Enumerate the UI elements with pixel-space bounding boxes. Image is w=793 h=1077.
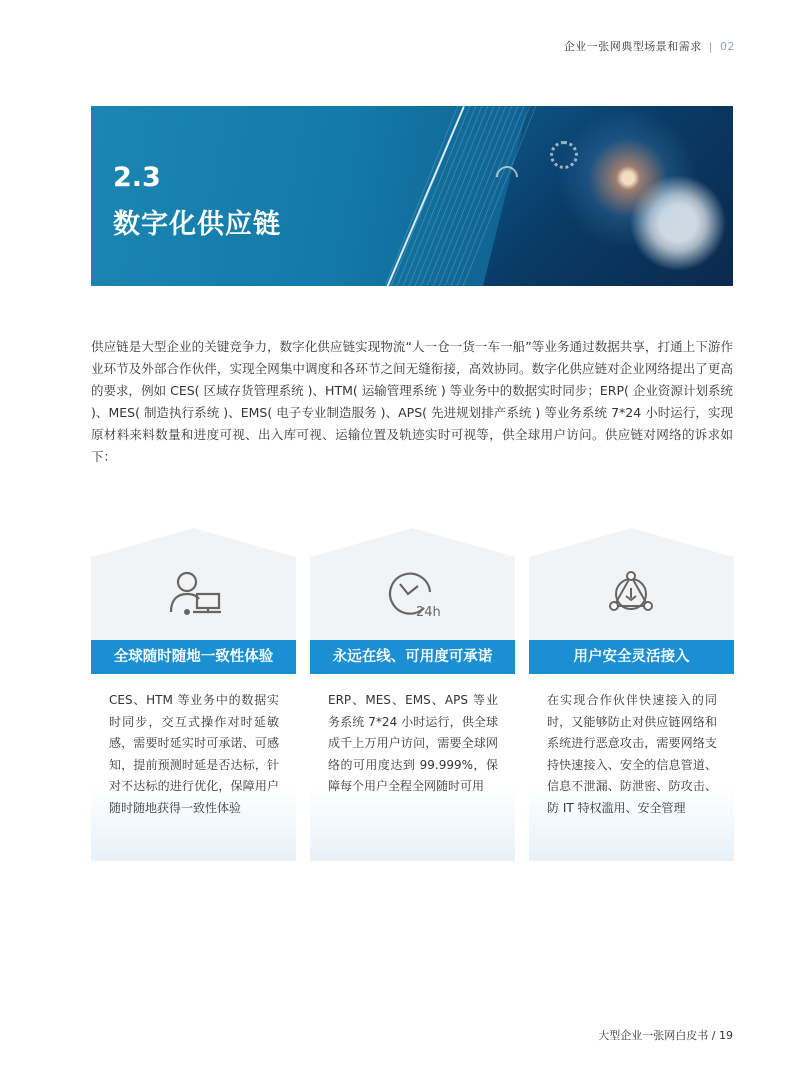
- card-body: [310, 674, 515, 861]
- user-computer-icon: [163, 568, 223, 618]
- card-title: 全球随时随地一致性体验: [91, 640, 296, 674]
- card-header-bg: [91, 528, 296, 640]
- section-banner: [91, 106, 733, 286]
- card-text: ERP、MES、EMS、APS 等业务系统 7*24 小时运行，供全球成千上万用户访问，需要全球网络的可用度达到 99.999%，保障每个用户全程全网随时可用: [328, 693, 498, 793]
- card-text: CES、HTM 等业务中的数据实时同步，交互式操作对时延敏感，需要时延实时可承诺、可感知，提前预测时延是否达标，针对不达标的进行优化，保障用户随时随地获得一致性体验: [109, 693, 279, 815]
- card-title: 永远在线、可用度可承诺: [310, 640, 515, 674]
- gear-icon: [550, 141, 578, 169]
- footer-separator: /: [711, 1029, 716, 1042]
- chapter-title: 企业一张网典型场景和需求: [563, 40, 702, 53]
- network-triangle-icon: [601, 568, 661, 618]
- card-body: [91, 674, 296, 861]
- svg-text:24h: 24h: [416, 605, 441, 618]
- requirement-card-availability: [310, 528, 515, 861]
- card-header-bg: [529, 528, 734, 640]
- intro-paragraph: 供应链是大型企业的关键竞争力，数字化供应链实现物流“人一仓一货一车一船”等业务通过数据共享，打通上下游作业环节及外部合作伙伴，实现全网集中调度和各环节之间无缝衔接，高效协同。数字化供应链对企业网络提出了更高的要求，例如 CES( 区域存货管理系统 )、HTM( 运输管理系统 ) 等业务中的数据实时同步；ERP( 企业资源计划系统 )、MES( 制造执行系统 )、EMS( 电子专业制造服务 )、APS( 先进规划排产系统 ) 等业务系统 7*24 小时运行，实现原材料来料数量和进度可视、出入库可视、运输位置及轨迹实时可视等，供全球用户访问。供应链对网络的诉求如下：: [91, 339, 733, 464]
- card-text: 在实现合作伙伴快速接入的同时，又能够防止对供应链网络和系统进行恶意攻击，需要网络支持快速接入、安全的信息管道、信息不泄漏、防泄密、防攻击、防 IT 特权滥用、安全管理: [547, 693, 717, 815]
- clock-24h-icon: [382, 568, 442, 618]
- requirement-card-experience: [91, 528, 296, 861]
- requirement-card-security: [529, 528, 734, 861]
- section-number: 2.3: [113, 162, 161, 193]
- section-title: 数字化供应链: [113, 209, 281, 240]
- book-title: 大型企业一张网白皮书: [598, 1029, 709, 1042]
- card-header-bg: [310, 528, 515, 640]
- running-header: [564, 38, 735, 54]
- card-title: 用户安全灵活接入: [529, 640, 734, 674]
- card-body: [529, 674, 734, 861]
- page-footer: [598, 1027, 733, 1043]
- chapter-number: 02: [720, 40, 735, 53]
- header-separator: |: [708, 40, 713, 53]
- page-number: 19: [719, 1029, 733, 1042]
